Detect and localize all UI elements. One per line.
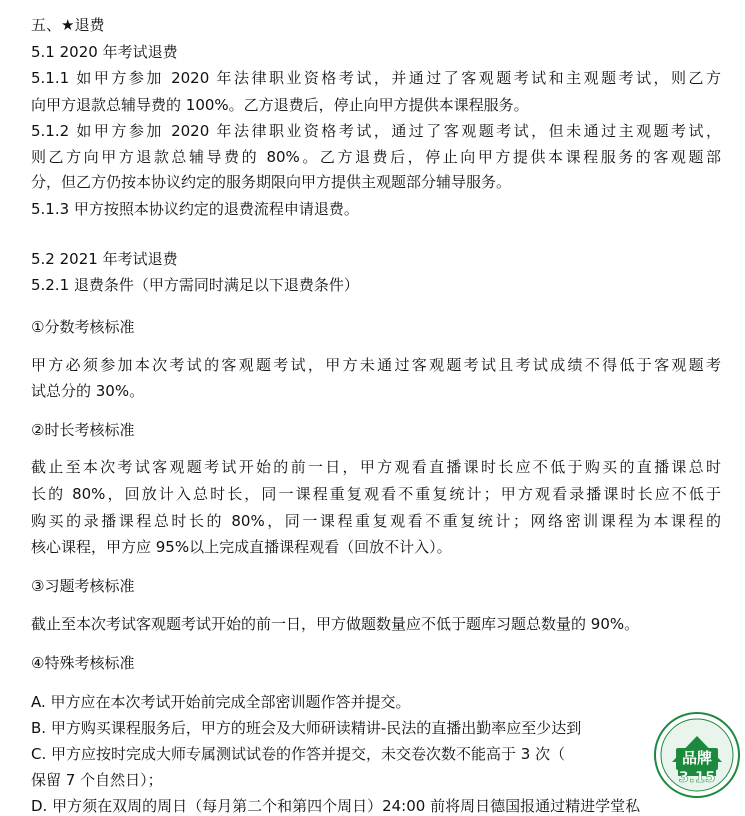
subsection-heading: 5.1 2020 年考试退费 (31, 43, 178, 61)
paragraph-line: 核心课程，甲方应 95%以上完成直播课程观看（回放不计入）。 (31, 538, 452, 556)
paragraph-line: 5.1.1 如甲方参加 2020 年法律职业资格考试，并通过了客观题考试和主观题考试，则乙方 (31, 69, 721, 87)
paragraph-line: 截止至本次考试客观题考试开始的前一日，甲方观看直播课时长应不低于购买的直播课总时 (31, 458, 721, 476)
paragraph-line: 购买的录播课程总时长的 80%，同一课程重复观看不重复统计；网络密训课程为本课程的 (31, 512, 721, 530)
seal-center-text: 品牌 (681, 749, 713, 767)
paragraph-line: 5.1.2 如甲方参加 2020 年法律职业资格考试，通过了客观题考试，但未通过主观题考试， (31, 122, 721, 140)
paragraph-line: 分，但乙方仍按本协议约定的服务期限向甲方提供主观题部分辅导服务。 (31, 173, 512, 191)
section-heading: 五、★退费 (31, 16, 105, 34)
paragraph-line: 向甲方退款总辅导费的 100%。乙方退费后，停止向甲方提供本课程服务。 (31, 96, 529, 114)
paragraph-line: 则乙方向甲方退款总辅导费的 80%。乙方退费后，停止向甲方提供本课程服务的客观题部 (31, 148, 721, 166)
paragraph-line: 甲方必须参加本次考试的客观题考试，甲方未通过客观题考试且考试成绩不得低于客观题考 (31, 356, 721, 374)
brand-315-seal (654, 712, 740, 798)
paragraph-line: 长的 80%，回放计入总时长，同一课程重复观看不重复统计；甲方观看录播课时长应不低于 (31, 485, 721, 503)
subsection-heading: 5.2 2021 年考试退费 (31, 250, 178, 268)
list-item: D. 甲方须在双周的周日（每月第二个和第四个周日）24:00 前将周日德国报通过精进学堂私 (31, 797, 641, 815)
paragraph-line: 截止至本次考试客观题考试开始的前一日，甲方做题数量应不低于题库习题总数量的 90%。 (31, 615, 640, 633)
list-item: B. 甲方购买课程服务后，甲方的班会及大师研读精讲-民法的直播出勤率应至少达到 (31, 719, 582, 737)
criterion-heading: ①分数考核标准 (31, 318, 135, 336)
seal-number-text: 3.15 (678, 768, 716, 786)
criterion-heading: ④特殊考核标准 (31, 654, 135, 672)
criterion-heading: ③习题考核标准 (31, 577, 135, 595)
paragraph-line: 5.2.1 退费条件（甲方需同时满足以下退费条件） (31, 276, 359, 294)
paragraph-line: 试总分的 30%。 (31, 382, 145, 400)
criterion-heading: ②时长考核标准 (31, 421, 135, 439)
list-item: C. 甲方应按时完成大师专属测试试卷的作答并提交，未交卷次数不能高于 3 次（ (31, 745, 566, 763)
paragraph-line: 保留 7 个自然日）； (31, 771, 163, 789)
list-item: A. 甲方应在本次考试开始前完成全部密训题作答并提交。 (31, 693, 411, 711)
paragraph-line: 5.1.3 甲方按照本协议约定的退费流程申请退费。 (31, 200, 359, 218)
